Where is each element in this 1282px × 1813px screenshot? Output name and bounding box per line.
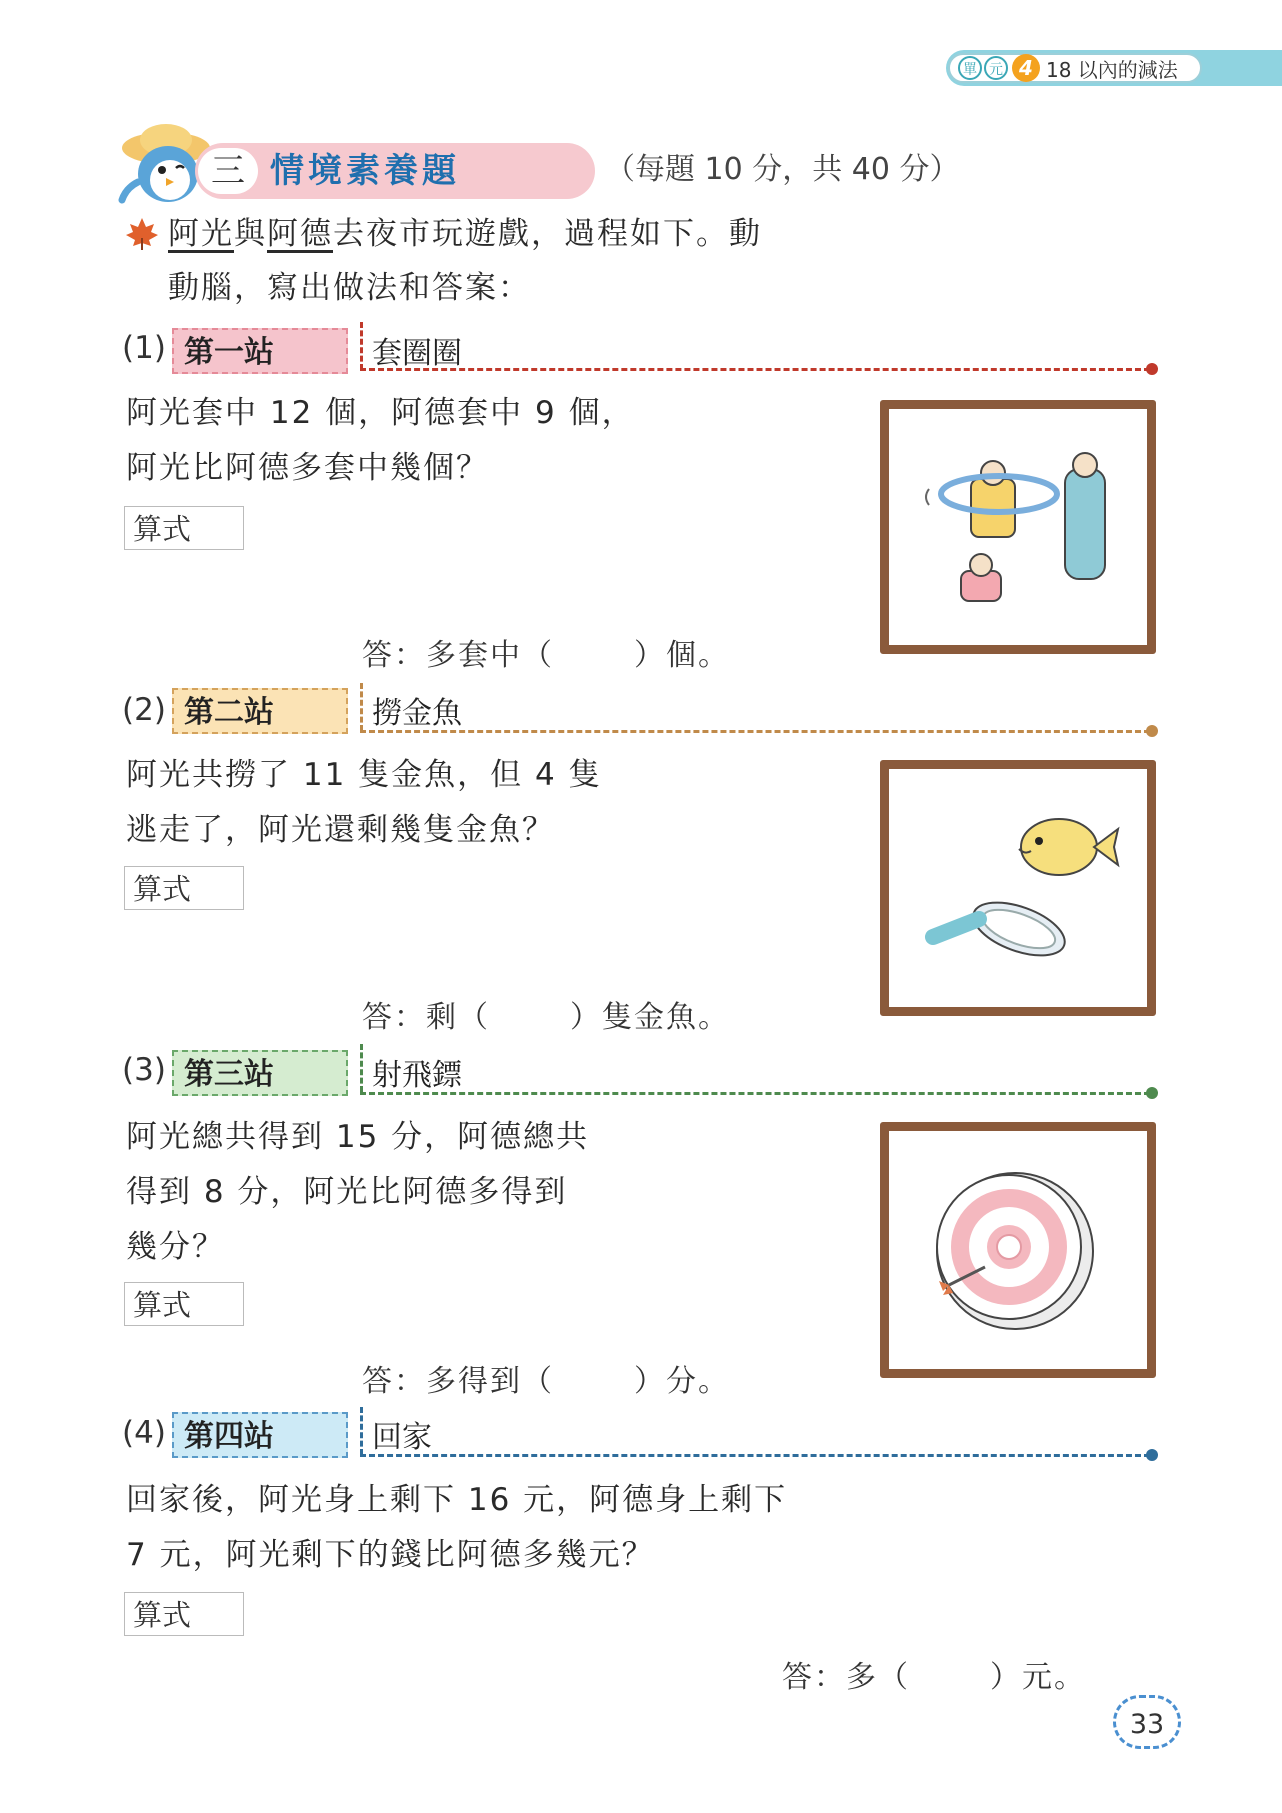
question-3-line-2: 得到 8 分，阿光比阿德多得到: [126, 1174, 568, 1210]
station-3-separator: [360, 1044, 363, 1092]
name-a-de: 阿德: [267, 216, 333, 252]
question-2-answer-prefix: 答：剩（: [362, 1000, 490, 1035]
question-3-line-3: 幾分？: [126, 1229, 225, 1265]
section-points: （每題 10 分，共 40 分）: [605, 152, 960, 187]
station-1-rule-end: [1146, 363, 1158, 375]
unit-word-2: 元: [984, 56, 1008, 80]
station-4-rule-end: [1146, 1449, 1158, 1461]
question-2-answer: [362, 992, 730, 1036]
station-2-rule-end: [1146, 725, 1158, 737]
question-4-answer-suffix: ）元。: [990, 1660, 1086, 1695]
section-number: 三: [198, 148, 258, 194]
station-2-rule: [360, 730, 1150, 733]
question-2-answer-suffix: ）隻金魚。: [570, 1000, 730, 1035]
unit-tab: [948, 53, 1202, 83]
station-1-label: 第一站: [172, 328, 348, 374]
intro-and: 與: [234, 216, 267, 252]
station-3-name: 射飛鏢: [372, 1058, 462, 1093]
question-1-answer: [362, 630, 730, 674]
station-4-label: 第四站: [172, 1412, 348, 1458]
station-2-separator: [360, 683, 363, 731]
goldfish-picture-frame: [880, 760, 1156, 1016]
question-1-line-2: 阿光比阿德多套中幾個？: [126, 450, 489, 486]
question-1-answer-suffix: ）個。: [634, 638, 730, 673]
question-1-answer-prefix: 答：多套中（: [362, 638, 554, 673]
intro-line-1-rest: 去夜市玩遊戲，過程如下。動: [333, 216, 762, 252]
question-2-line-2: 逃走了，阿光還剩幾隻金魚？: [126, 812, 555, 848]
unit-number: 4: [1012, 54, 1040, 82]
dartboard-illustration-icon: [889, 1131, 1147, 1369]
ring-toss-picture-frame: [880, 400, 1156, 654]
question-3-number: (3): [122, 1052, 166, 1088]
intro-line-1: [168, 214, 762, 254]
question-3-answer-prefix: 答：多得到（: [362, 1364, 554, 1399]
question-4-number: (4): [122, 1415, 166, 1451]
question-1-calc-box: 算式: [124, 506, 244, 550]
intro-line-2: 動腦，寫出做法和答案：: [168, 270, 531, 306]
station-4-separator: [360, 1407, 363, 1455]
question-2-number: (2): [122, 692, 166, 728]
station-3-label: 第三站: [172, 1050, 348, 1096]
question-3-calc-box: 算式: [124, 1282, 244, 1326]
question-4-line-2: 7 元，阿光剩下的錢比阿德多幾元？: [126, 1537, 655, 1573]
question-1-line-1: 阿光套中 12 個，阿德套中 9 個，: [126, 395, 635, 431]
station-3-rule: [360, 1092, 1150, 1095]
station-1-separator: [360, 322, 363, 370]
name-a-guang: 阿光: [168, 216, 234, 252]
goldfish-scoop-illustration-icon: [889, 769, 1147, 1007]
question-4-answer-prefix: 答：多（: [782, 1660, 910, 1695]
question-3-line-1: 阿光總共得到 15 分，阿德總共: [126, 1119, 590, 1155]
question-4-line-1: 回家後，阿光身上剩下 16 元，阿德身上剩下: [126, 1482, 788, 1518]
station-3-rule-end: [1146, 1087, 1158, 1099]
unit-title: 18 以內的減法: [1046, 57, 1178, 82]
question-2-calc-box: 算式: [124, 866, 244, 910]
section-title: 情境素養題: [270, 151, 460, 191]
station-1-name: 套圈圈: [372, 336, 462, 371]
station-4-name: 回家: [372, 1420, 432, 1455]
question-4-calc-box: 算式: [124, 1592, 244, 1636]
question-4-answer: [782, 1652, 1086, 1696]
question-2-line-1: 阿光共撈了 11 隻金魚，但 4 隻: [126, 757, 602, 793]
station-1-rule: [360, 368, 1150, 371]
question-3-answer-suffix: ）分。: [634, 1364, 730, 1399]
question-1-number: (1): [122, 330, 166, 366]
page-number: 33: [1113, 1695, 1181, 1749]
ring-toss-illustration-icon: [889, 409, 1147, 645]
question-3-answer: [362, 1356, 730, 1400]
unit-word-1: 單: [958, 56, 982, 80]
dartboard-picture-frame: [880, 1122, 1156, 1378]
station-4-rule: [360, 1454, 1150, 1457]
maple-leaf-icon: [124, 216, 160, 252]
station-2-name: 撈金魚: [372, 696, 462, 731]
station-2-label: 第二站: [172, 688, 348, 734]
